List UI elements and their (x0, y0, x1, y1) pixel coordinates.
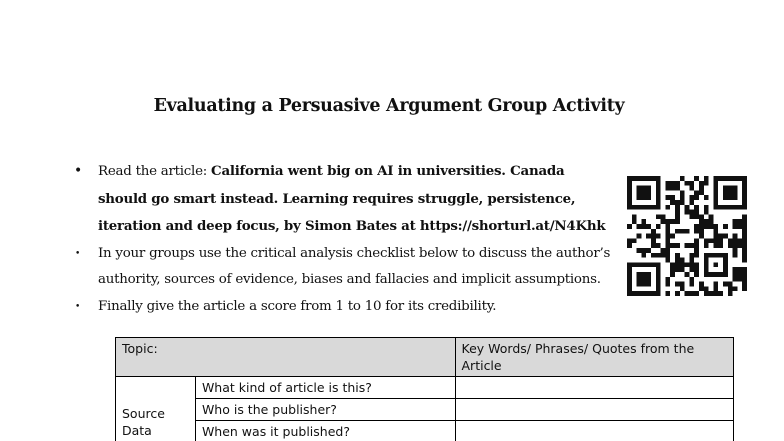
bullet-1-article-reference: California went big on AI in universities. Canada should go smart instead. Learning requires struggle, persistence, iteration and deep focus, by Simon Bates at https://shorturl.at/N4Khk (98, 163, 606, 234)
bullet-icon: • (74, 163, 83, 179)
table-row (116, 377, 734, 399)
answer-cell[interactable] (455, 377, 734, 399)
list-item (74, 158, 614, 241)
source-data-label: Source Data (122, 405, 165, 438)
question-label: When was it published? (201, 424, 350, 439)
list-item (74, 294, 614, 321)
question-label: Who is the publisher? (201, 402, 337, 417)
bullet-1-prefix: Read the article: (98, 164, 212, 179)
topic-label: Topic: (122, 341, 158, 356)
table-row (116, 421, 734, 441)
topic-header-cell[interactable] (116, 338, 456, 377)
question-label: What kind of article is this? (201, 380, 372, 395)
bullet-icon: • (75, 301, 81, 312)
list-item (74, 241, 614, 294)
question-cell (195, 399, 455, 421)
table-header-row (116, 338, 734, 377)
critical-analysis-checklist-table (115, 337, 734, 441)
answer-cell[interactable] (455, 399, 734, 421)
bullet-2-text: In your groups use the critical analysis checklist below to discuss the author’s authority, sources of evidence, biases and fallacies and implicit assumptions. (98, 245, 611, 287)
question-cell (195, 377, 455, 399)
qr-code-icon[interactable] (627, 176, 747, 296)
bullet-3-text: Finally give the article a score from 1 to 10 for its credibility. (98, 298, 497, 314)
quotes-header-label: Key Words/ Phrases/ Quotes from the Article (461, 341, 695, 373)
bullet-icon: • (75, 248, 81, 259)
quotes-header-cell (455, 338, 734, 377)
instructions-list (74, 158, 614, 320)
page-title: Evaluating a Persuasive Argument Group Activity (153, 96, 625, 116)
question-cell (195, 421, 455, 441)
source-data-cell (116, 377, 196, 441)
answer-cell[interactable] (455, 421, 734, 441)
table-row (116, 399, 734, 421)
